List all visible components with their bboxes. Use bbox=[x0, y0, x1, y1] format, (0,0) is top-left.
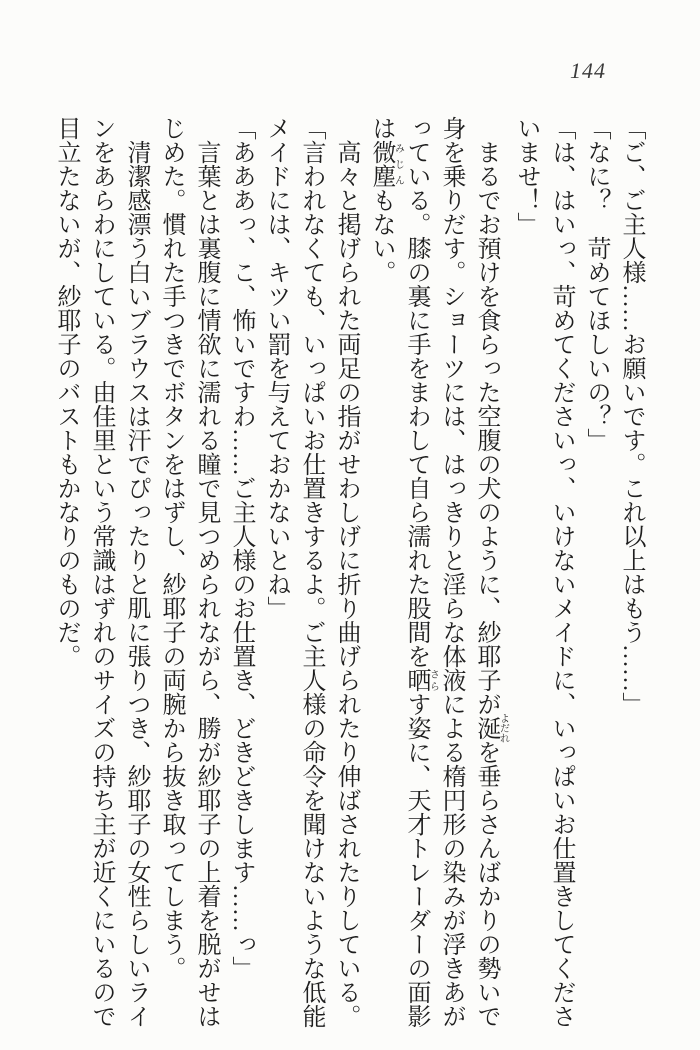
paragraph: 言葉とは裏腹に情欲に濡れる瞳で見つめられながら、勝が紗耶子の上着を脱がせはじめた。慣れた手つきでボタンをはずし、紗耶子の両腕から抜き取ってしまう。 bbox=[158, 116, 219, 1028]
ruby-annotated-word: 晒さら bbox=[403, 668, 439, 692]
ruby-annotated-word: 涎よだれ bbox=[473, 713, 509, 743]
paragraph: 「言われなくても、いっぱいお仕置きするよ。ご主人様の命令を聞けないような低能メイドには、キツい罰を与えておかないとね」 bbox=[263, 116, 324, 1028]
paragraph: 清潔感漂う白いブラウスは汗でぴったりと肌に張りつき、紗耶子の女性らしいラインをあらわにしている。由佳里という常識はずれのサイズの持ち主が近くにいるので目立たないが、紗耶子のバストもかなりのものだ。 bbox=[53, 116, 149, 1028]
page-number: 144 bbox=[570, 58, 606, 83]
paragraph: 「は、はいっ、苛めてくださいっ、いけないメイドに、いっぱいお仕置きしてくださいませ！」 bbox=[513, 116, 574, 1028]
paragraph: 「なに？ 苛めてほしいの？」 bbox=[583, 116, 609, 452]
ruby-annotated-word: 微塵みじん bbox=[368, 140, 404, 188]
paragraph: 高々と掲げられた両足の指がせわしげに折り曲げられたり伸ばされたりしている。 bbox=[333, 140, 359, 1028]
paragraph: まるでお預けを食らった空腹の犬のように、紗耶子が涎よだれを垂らさんばかりの勢いで身を乗りだす。ショーツには、はっきりと淫らな体液による楕円形の染みが浮きあがっている。膝の裏に手をまわして自ら濡れた股間を晒さらす姿に、天才トレーダーの面影は微塵みじんもない。 bbox=[368, 116, 509, 1028]
paragraph: 「ご、ご主人様……お願いです。これ以上はもう……」 bbox=[618, 116, 644, 716]
text-body bbox=[48, 116, 648, 1034]
paragraph: 「あああっ、こ、怖いですわ……ご主人様のお仕置き、どきどきします……っ」 bbox=[228, 116, 254, 980]
